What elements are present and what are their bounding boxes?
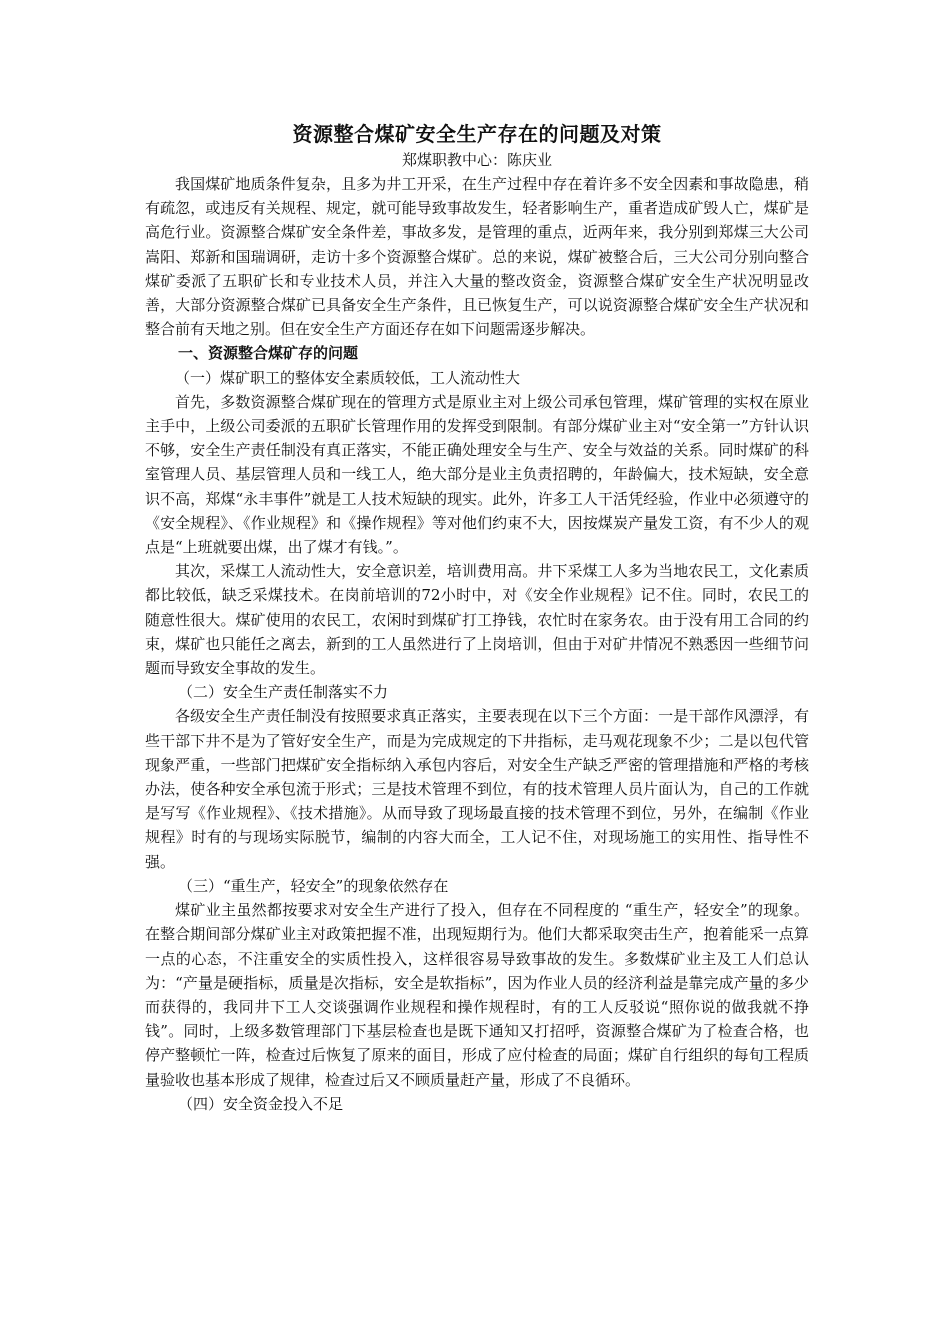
- section-heading-1: 一、资源整合煤矿存的问题: [178, 344, 359, 363]
- intro-paragraph: 我国煤矿地质条件复杂，且多为井工开采，在生产过程中存在着许多不安全因素和事故隐患，稍有疏忽，或违反有关规程、规定，就可能导致事故发生，轻者影响生产，重者造成矿毁人亡，煤矿是高危行业。资源整合煤矿安全条件差，事故多发，是管理的重点，近两年来，我分别到郑煤三大公司嵩阳、郑新和国瑞调研，走访十多个资源整合煤矿。总的来说，煤矿被整合后，三大公司分别向整合煤矿委派了五职矿长和专业技术人员，并注入大量的整改资金，资源整合煤矿安全生产状况明显改善，大部分资源整合煤矿已具备安全生产条件，且已恢复生产，可以说资源整合煤矿安全生产状况和整合前有天地之别。但在安全生产方面还存在如下问题需逐步解决。: [145, 175, 809, 339]
- document-page: [145, 120, 809, 1116]
- document-title: 资源整合煤矿安全生产存在的问题及对策: [292, 122, 662, 146]
- subsection-1-paragraph-1: 首先，多数资源整合煤矿现在的管理方式是原业主对上级公司承包管理，煤矿管理的实权在原业主手中，上级公司委派的五职矿长管理作用的发挥受到限制。有部分煤矿业主对“安全第一”方针认识不够，安全生产责任制没有真正落实，不能正确处理安全与生产、安全与效益的关系。同时煤矿的科室管理人员、基层管理人员和一线工人，绝大部分是业主负责招聘的，年龄偏大，技术短缺，安全意识不高，郑煤“永丰事件”就是工人技术短缺的现实。此外，许多工人干活凭经验，作业中必须遵守的《安全规程》、《作业规程》和《操作规程》等对他们约束不大，因按煤炭产量发工资，有不少人的观点是“上班就要出煤，出了煤才有钱。”。: [145, 392, 809, 557]
- subsection-heading-3: （三）“重生产，轻安全”的现象依然存在: [178, 876, 449, 895]
- subsection-heading-1: （一）煤矿职工的整体安全素质较低，工人流动性大: [175, 368, 521, 387]
- subsection-2-paragraph-1: 各级安全生产责任制没有按照要求真正落实，主要表现在以下三个方面：一是干部作风漂浮，有些干部下井不是为了管好安全生产，而是为完成规定的下井指标，走马观花现象不少；二是以包代管现象严重，一些部门把煤矿安全指标纳入承包内容后，对安全生产缺乏严密的管理措施和严格的考核办法，使各种安全承包流于形式；三是技术管理不到位，有的技术管理人员片面认为，自己的工作就是写写《作业规程》、《技术措施》。从而导致了现场最直接的技术管理不到位，另外，在编制《作业规程》时有的与现场实际脱节，编制的内容大而全，工人记不住，对现场施工的实用性、指导性不强。: [145, 707, 809, 871]
- subsection-heading-4: （四）安全资金投入不足: [178, 1094, 344, 1113]
- subsection-heading-2: （二）安全生产责任制落实不力: [178, 683, 389, 702]
- subsection-1-paragraph-2: 其次，采煤工人流动性大，安全意识差，培训费用高。井下采煤工人多为当地农民工，文化素质都比较低，缺乏采煤技术。在岗前培训的72小时中，对《安全作业规程》记不住。同时，农民工的随意性很大。煤矿使用的农民工，农闲时到煤矿打工挣钱，农忙时在家务农。由于没有用工合同的约束，煤矿也只能任之离去，新到的工人虽然进行了上岗培训，但由于对矿井情况不熟悉因一些细节问题而导致安全事故的发生。: [145, 562, 809, 678]
- subsection-3-paragraph-1: 煤矿业主虽然都按要求对安全生产进行了投入，但存在不同程度的 “重生产，轻安全”的现象。在整合期间部分煤矿业主对政策把握不准，出现短期行为。他们大都采取突击生产，抱着能采一点算一点的心态，不注重安全的实质性投入，这样很容易导致事故的发生。多数煤矿业主及工人们总认为：“产量是硬指标，质量是次指标，安全是软指标”，因为作业人员的经济利益是靠完成产量的多少而获得的，我同井下工人交谈强调作业规程和操作规程时，有的工人反驳说“照你说的做我就不挣钱”。同时，上级多数管理部门下基层检查也是既下通知又打招呼，资源整合煤矿为了检查合格，也停产整顿忙一阵，检查过后恢复了原来的面目，形成了应付检查的局面；煤矿自行组织的每旬工程质量验收也基本形成了规律，检查过后又不顾质量赶产量，形成了不良循环。: [145, 901, 809, 1089]
- document-author: 郑煤职教中心：陈庆业: [401, 151, 552, 169]
